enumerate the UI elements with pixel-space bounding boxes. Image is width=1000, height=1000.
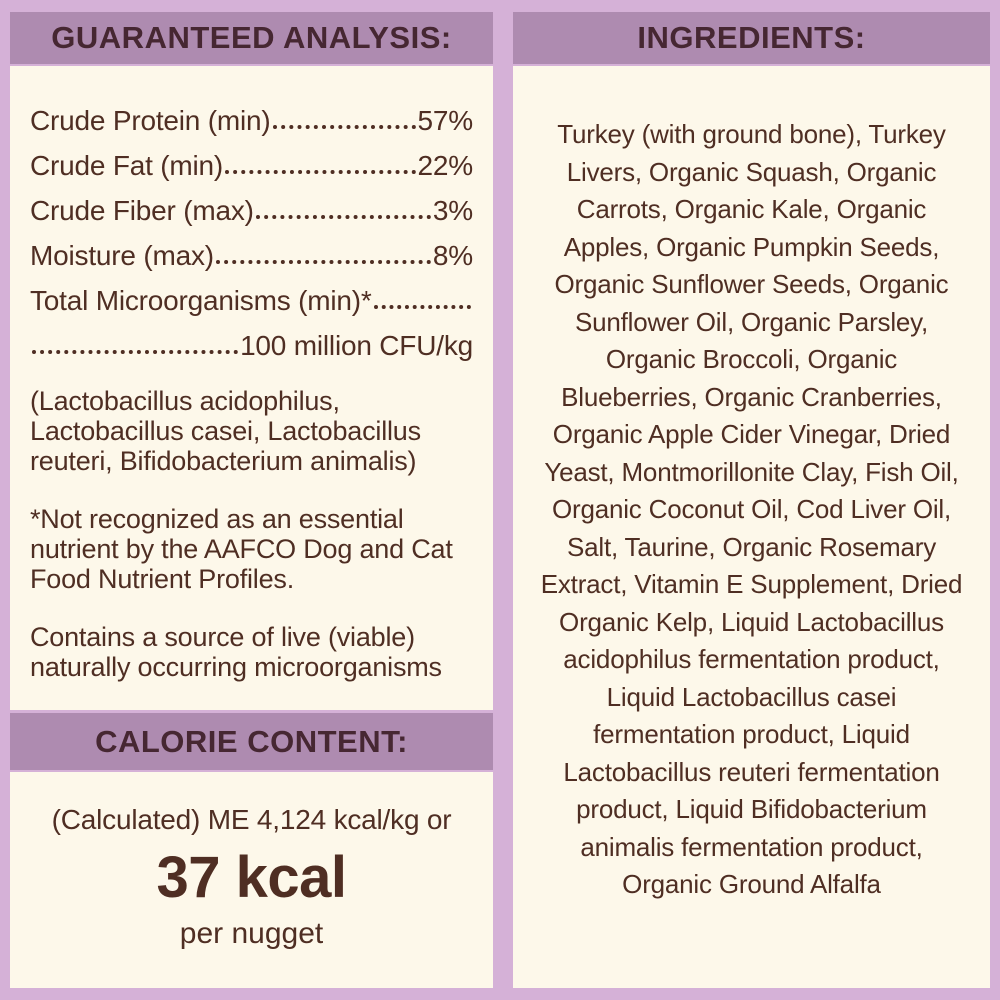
right-column — [513, 12, 990, 988]
analysis-value: 3% — [432, 194, 473, 226]
ingredients-list: Turkey (with ground bone), Turkey Livers, Organic Squash, Organic Carrots, Organic Kale, Organic Apples, Organic Pumpkin Seeds, Organic Sunflower Seeds, Organic Sunflower Oil, Organic Parsley, Organic Broccoli, Organic Blueberries, Organic Cranberries, Organic Apple Cider Vinegar, Dried Yeast, Montmorillonite Clay, Fish Oil, Organic Coconut Oil, Cod Liver Oil, Salt, Taurine, Organic Rosemary Extract, Vitamin E Supplement, Dried Organic Kelp, Liquid Lactobacillus acidophilus fermentation product, Liquid Lactobacillus casei fermentation product, Liquid Lactobacillus reuteri fermentation product, Liquid Bifidobacterium animalis fermentation product, Organic Ground Alfalfa — [540, 119, 963, 899]
analysis-value: 57% — [417, 104, 473, 136]
analysis-label: Crude Protein (min) — [30, 104, 271, 136]
analysis-row-crude-fiber — [30, 180, 473, 225]
analysis-label: Total Microorganisms (min)* — [30, 284, 372, 316]
calorie-amount: 37 kcal — [156, 845, 347, 910]
dot-leader — [256, 215, 431, 219]
guaranteed-analysis-header — [10, 12, 493, 64]
analysis-label: Crude Fat (min) — [30, 149, 224, 181]
analysis-row-crude-fat — [30, 135, 473, 180]
dot-leader — [216, 260, 431, 264]
dot-leader — [32, 350, 238, 354]
analysis-row-crude-protein — [30, 90, 473, 135]
calorie-content-header — [10, 713, 493, 770]
dot-leader — [225, 170, 416, 174]
analysis-value: 22% — [417, 149, 473, 181]
calorie-content-panel — [10, 772, 493, 988]
live-microorganisms-note: Contains a source of live (viable) naturally occurring microorganisms — [30, 622, 442, 682]
ingredients-title: INGREDIENTS: — [637, 20, 866, 55]
calorie-per-unit: per nugget — [179, 917, 324, 950]
aafco-disclaimer-note: *Not recognized as an essential nutrient by the AAFCO Dog and Cat Food Nutrient Profiles. — [30, 504, 453, 594]
guaranteed-analysis-title: GUARANTEED ANALYSIS: — [51, 20, 452, 55]
analysis-row-moisture — [30, 225, 473, 270]
dot-leader — [374, 305, 471, 309]
analysis-row-total-microorganisms — [30, 270, 473, 315]
ingredients-panel — [513, 66, 990, 988]
analysis-row-cfu-continuation — [30, 315, 473, 360]
probiotic-species-note: (Lactobacillus acidophilus, Lactobacillus casei, Lactobacillus reuteri, Bifidobacterium animalis) — [30, 386, 421, 476]
ingredients-header — [513, 12, 990, 64]
analysis-value: 8% — [432, 239, 473, 271]
calorie-content-title: CALORIE CONTENT: — [95, 723, 408, 759]
analysis-label: Crude Fiber (max) — [30, 194, 254, 226]
guaranteed-analysis-panel — [10, 66, 493, 710]
analysis-label: Moisture (max) — [30, 239, 214, 271]
left-column — [10, 12, 493, 988]
analysis-value: 100 million CFU/kg — [240, 329, 473, 361]
calorie-calculated-line: (Calculated) ME 4,124 kcal/kg or — [51, 804, 452, 835]
dot-leader — [273, 125, 416, 129]
